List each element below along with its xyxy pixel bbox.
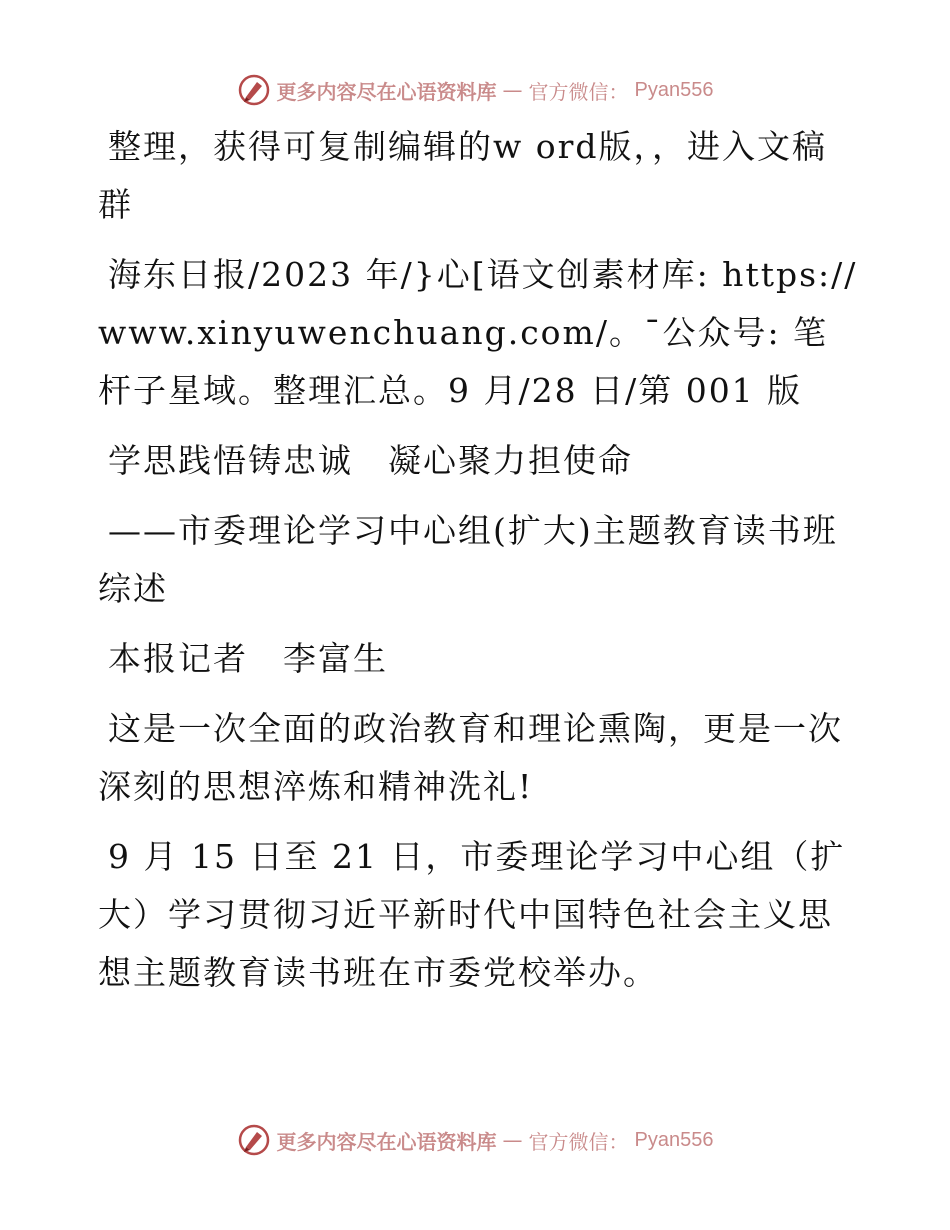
footer-banner — [0, 1120, 950, 1160]
paragraph-lead: 这是一次全面的政治教育和理论熏陶，更是一次深刻的思想淬炼和精神洗礼! — [98, 709, 843, 806]
header-banner-inner — [237, 73, 714, 107]
header-banner-separator: — — [502, 78, 523, 102]
article-subtitle: ——市委理论学习中心组(扩大)主题教育读书班综述 — [98, 511, 838, 608]
footer-banner-inner — [237, 1123, 714, 1157]
header-wechat-label: 官方微信： — [528, 79, 629, 104]
footer-banner-separator: — — [502, 1128, 523, 1152]
paragraph-note: 整理，获得可复制编辑的w ord版，，进入文稿群 — [98, 127, 828, 224]
document-body — [98, 118, 858, 1014]
article-byline: 本报记者 李富生 — [108, 639, 388, 678]
footer-banner-text: 更多内容尽在心语资料库 — [276, 1129, 497, 1154]
header-wechat-id: Pyan556 — [634, 78, 714, 101]
header-banner-text: 更多内容尽在心语资料库 — [276, 79, 497, 104]
paragraph-body: 9 月 15 日至 21 日，市委理论学习中心组（扩大）学习贯彻习近平新时代中国特色社会主义思想主题教育读书班在市委党校举办。 — [98, 837, 846, 992]
footer-wechat-id: Pyan556 — [634, 1128, 714, 1151]
header-banner — [0, 70, 950, 110]
paragraph-source: 海东日报/2023 年/}心[语文创素材库: https://www.xinyuwenchuang.com/。¯公众号: 笔杆子星域。整理汇总。9 月/28 日/第 001 版 — [98, 255, 858, 410]
pen-logo-icon — [237, 1123, 271, 1157]
footer-wechat-label: 官方微信： — [528, 1129, 629, 1154]
article-title: 学思践悟铸忠诚 凝心聚力担使命 — [108, 441, 633, 480]
pen-logo-icon — [237, 73, 271, 107]
